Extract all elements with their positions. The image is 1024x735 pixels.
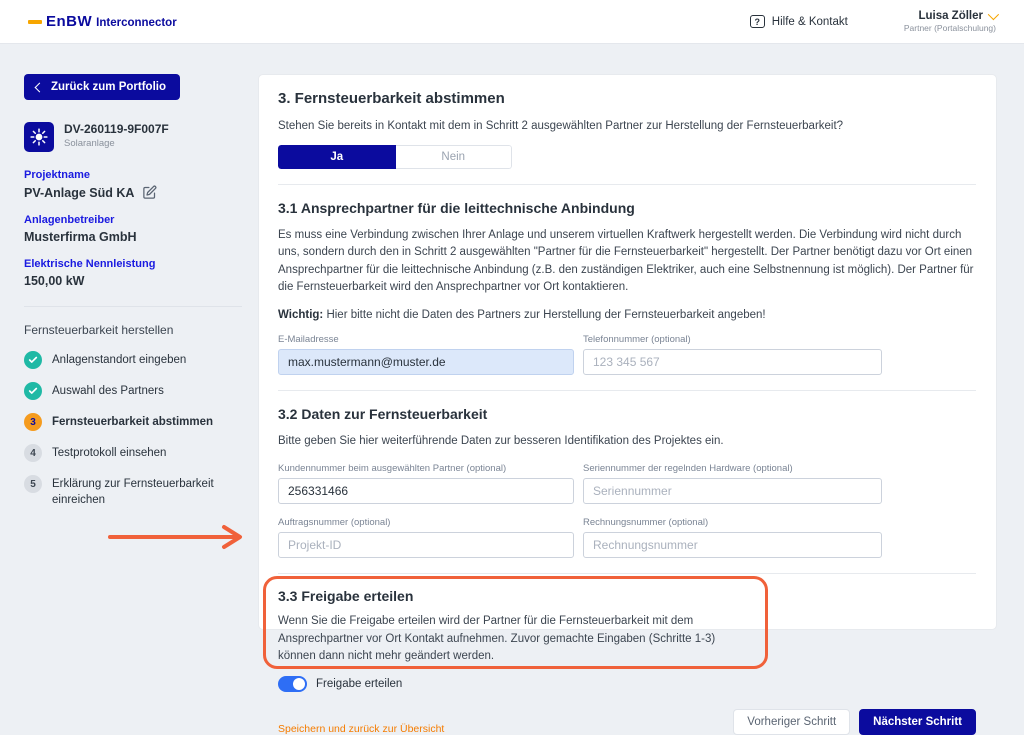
sidebar <box>16 74 256 630</box>
freigabe-toggle[interactable] <box>278 676 307 692</box>
section-divider <box>278 390 976 391</box>
nominal-power-label: Elektrische Nennleistung <box>24 258 156 270</box>
section-32-title: 3.2 Daten zur Fernsteuerbarkeit <box>278 406 488 422</box>
section-32-body: Bitte geben Sie hier weiterführende Daten zur besseren Identifikation des Projektes ein. <box>278 435 724 447</box>
section-33-title: 3.3 Freigabe erteilen <box>278 588 414 605</box>
project-name-label: Projektname <box>24 169 91 181</box>
step-fernsteuerbarkeit-abstimmen[interactable] <box>24 413 242 431</box>
step-anlagenstandort[interactable] <box>24 351 242 369</box>
email-field-group <box>278 334 574 375</box>
enbw-logo[interactable] <box>28 13 177 30</box>
help-contact-button[interactable] <box>750 15 848 28</box>
phone-field-group <box>583 334 882 375</box>
chevron-down-icon <box>988 9 999 20</box>
nominal-power-field <box>24 258 242 288</box>
check-circle-icon <box>24 351 42 369</box>
section-31-body: Es muss eine Verbindung zwischen Ihrer Anlage und unserem virtuellen Kraftwerk hergestellt werden. Die Verbindung wird nicht durch uns, sondern durch den in Schritt 2 ausgewählten "Partner für die Fernsteuerbarkeit" hergestellt. Der Partner benötigt dazu vor Ort einen Ansprechpartner für die leittechnische Anbindung (z.B. den zuständigen Elektriker, auch eine Selbstnennung ist möglich). Der Partner für die Fernsteuerbarkeit wird den Ansprechpartner vor Ort kontaktieren. <box>278 229 974 293</box>
nominal-power-value: 150,00 kW <box>24 274 85 288</box>
section-divider <box>278 573 976 574</box>
step-number-icon: 4 <box>24 444 42 462</box>
order-number-input[interactable] <box>278 532 574 558</box>
logo-enbw-text: EnBW <box>46 13 93 30</box>
no-button[interactable]: Nein <box>396 145 513 169</box>
step-number-icon: 5 <box>24 475 42 493</box>
check-circle-icon <box>24 382 42 400</box>
logo-product-text: Interconnector <box>96 17 177 29</box>
user-role: Partner (Portalschulung) <box>903 23 996 33</box>
step-label: Anlagenstandort eingeben <box>52 354 187 366</box>
project-name-value: PV-Anlage Süd KA <box>24 185 135 200</box>
step-erklaerung[interactable] <box>24 475 242 508</box>
main-content-card <box>258 74 997 735</box>
serial-number-label: Seriennummer der regelnden Hardware (optional) <box>583 463 793 475</box>
email-input[interactable] <box>278 349 574 375</box>
section-33 <box>278 588 976 692</box>
invoice-number-label: Rechnungsnummer (optional) <box>583 517 709 529</box>
section-3-question: Stehen Sie bereits in Kontakt mit dem in Schritt 2 ausgewählten Partner zur Herstellung der Fernsteuerbarkeit? <box>278 120 844 132</box>
yes-button[interactable]: Ja <box>278 145 396 169</box>
toggle-knob <box>293 678 305 690</box>
section-31-important <box>278 309 976 321</box>
chevron-left-icon <box>35 82 45 92</box>
edit-icon[interactable] <box>142 185 157 200</box>
step-testprotokoll[interactable] <box>24 444 242 462</box>
asset-type: Solaranlage <box>64 138 115 149</box>
step-number-icon: 3 <box>24 413 42 431</box>
back-to-portfolio-button[interactable] <box>24 74 180 100</box>
project-name-field <box>24 169 242 200</box>
serial-number-field-group <box>583 463 882 504</box>
section-3-title: 3. Fernsteuerbarkeit abstimmen <box>278 90 505 107</box>
solar-plant-icon <box>24 122 54 152</box>
step-label: Testprotokoll einsehen <box>52 447 167 459</box>
asset-summary <box>24 122 242 152</box>
back-button-label: Zurück zum Portfolio <box>51 81 166 93</box>
freigabe-toggle-label: Freigabe erteilen <box>316 678 403 690</box>
customer-number-input[interactable] <box>278 478 574 504</box>
step-label: Erklärung zur Fernsteuerbarkeit einreichen <box>52 478 214 506</box>
save-and-back-link[interactable]: Speichern und zurück zur Übersicht <box>278 723 445 735</box>
important-text: Hier bitte nicht die Daten des Partners zur Herstellung der Fernsteuerbarkeit angeben! <box>323 309 766 321</box>
next-step-button[interactable]: Nächster Schritt <box>859 709 976 735</box>
section-31-title: 3.1 Ansprechpartner für die leittechnische Anbindung <box>278 200 635 216</box>
step-label: Auswahl des Partners <box>52 385 164 397</box>
user-menu[interactable] <box>904 10 996 33</box>
stepper-title: Fernsteuerbarkeit herstellen <box>24 323 174 337</box>
user-name: Luisa Zöller <box>918 10 983 22</box>
app-header <box>0 0 1024 44</box>
section-33-body: Wenn Sie die Freigabe erteilen wird der Partner für die Fernsteuerbarkeit mit dem Ansprechpartner vor Ort Kontakt aufnehmen. Zuvor gemachte Eingaben (Schritte 1-3) können dann nicht mehr geändert werden. <box>278 615 716 662</box>
sidebar-divider <box>24 306 242 307</box>
step-label: Fernsteuerbarkeit abstimmen <box>52 416 214 428</box>
important-label: Wichtig: <box>278 309 324 321</box>
customer-number-label: Kundennummer beim ausgewählten Partner (optional) <box>278 463 507 475</box>
help-contact-label: Hilfe & Kontakt <box>771 15 848 28</box>
order-number-label: Auftragsnummer (optional) <box>278 517 391 529</box>
help-bubble-icon: ? <box>750 15 765 28</box>
customer-number-field-group <box>278 463 574 504</box>
logo-dash-icon <box>28 20 42 24</box>
serial-number-input[interactable] <box>583 478 882 504</box>
order-number-field-group <box>278 517 574 558</box>
phone-input[interactable] <box>583 349 882 375</box>
operator-field <box>24 214 242 244</box>
invoice-number-input[interactable] <box>583 532 882 558</box>
operator-value: Musterfirma GmbH <box>24 230 137 244</box>
previous-step-button[interactable]: Vorheriger Schritt <box>733 709 850 735</box>
operator-label: Anlagenbetreiber <box>24 214 115 226</box>
step-auswahl-partner[interactable] <box>24 382 242 400</box>
section-divider <box>278 184 976 185</box>
phone-label: Telefonnummer (optional) <box>583 334 691 345</box>
asset-id: DV-260119-9F007F <box>64 122 169 136</box>
invoice-number-field-group <box>583 517 882 558</box>
email-label: E-Mailadresse <box>278 334 339 345</box>
yes-no-segmented-control <box>278 145 512 169</box>
